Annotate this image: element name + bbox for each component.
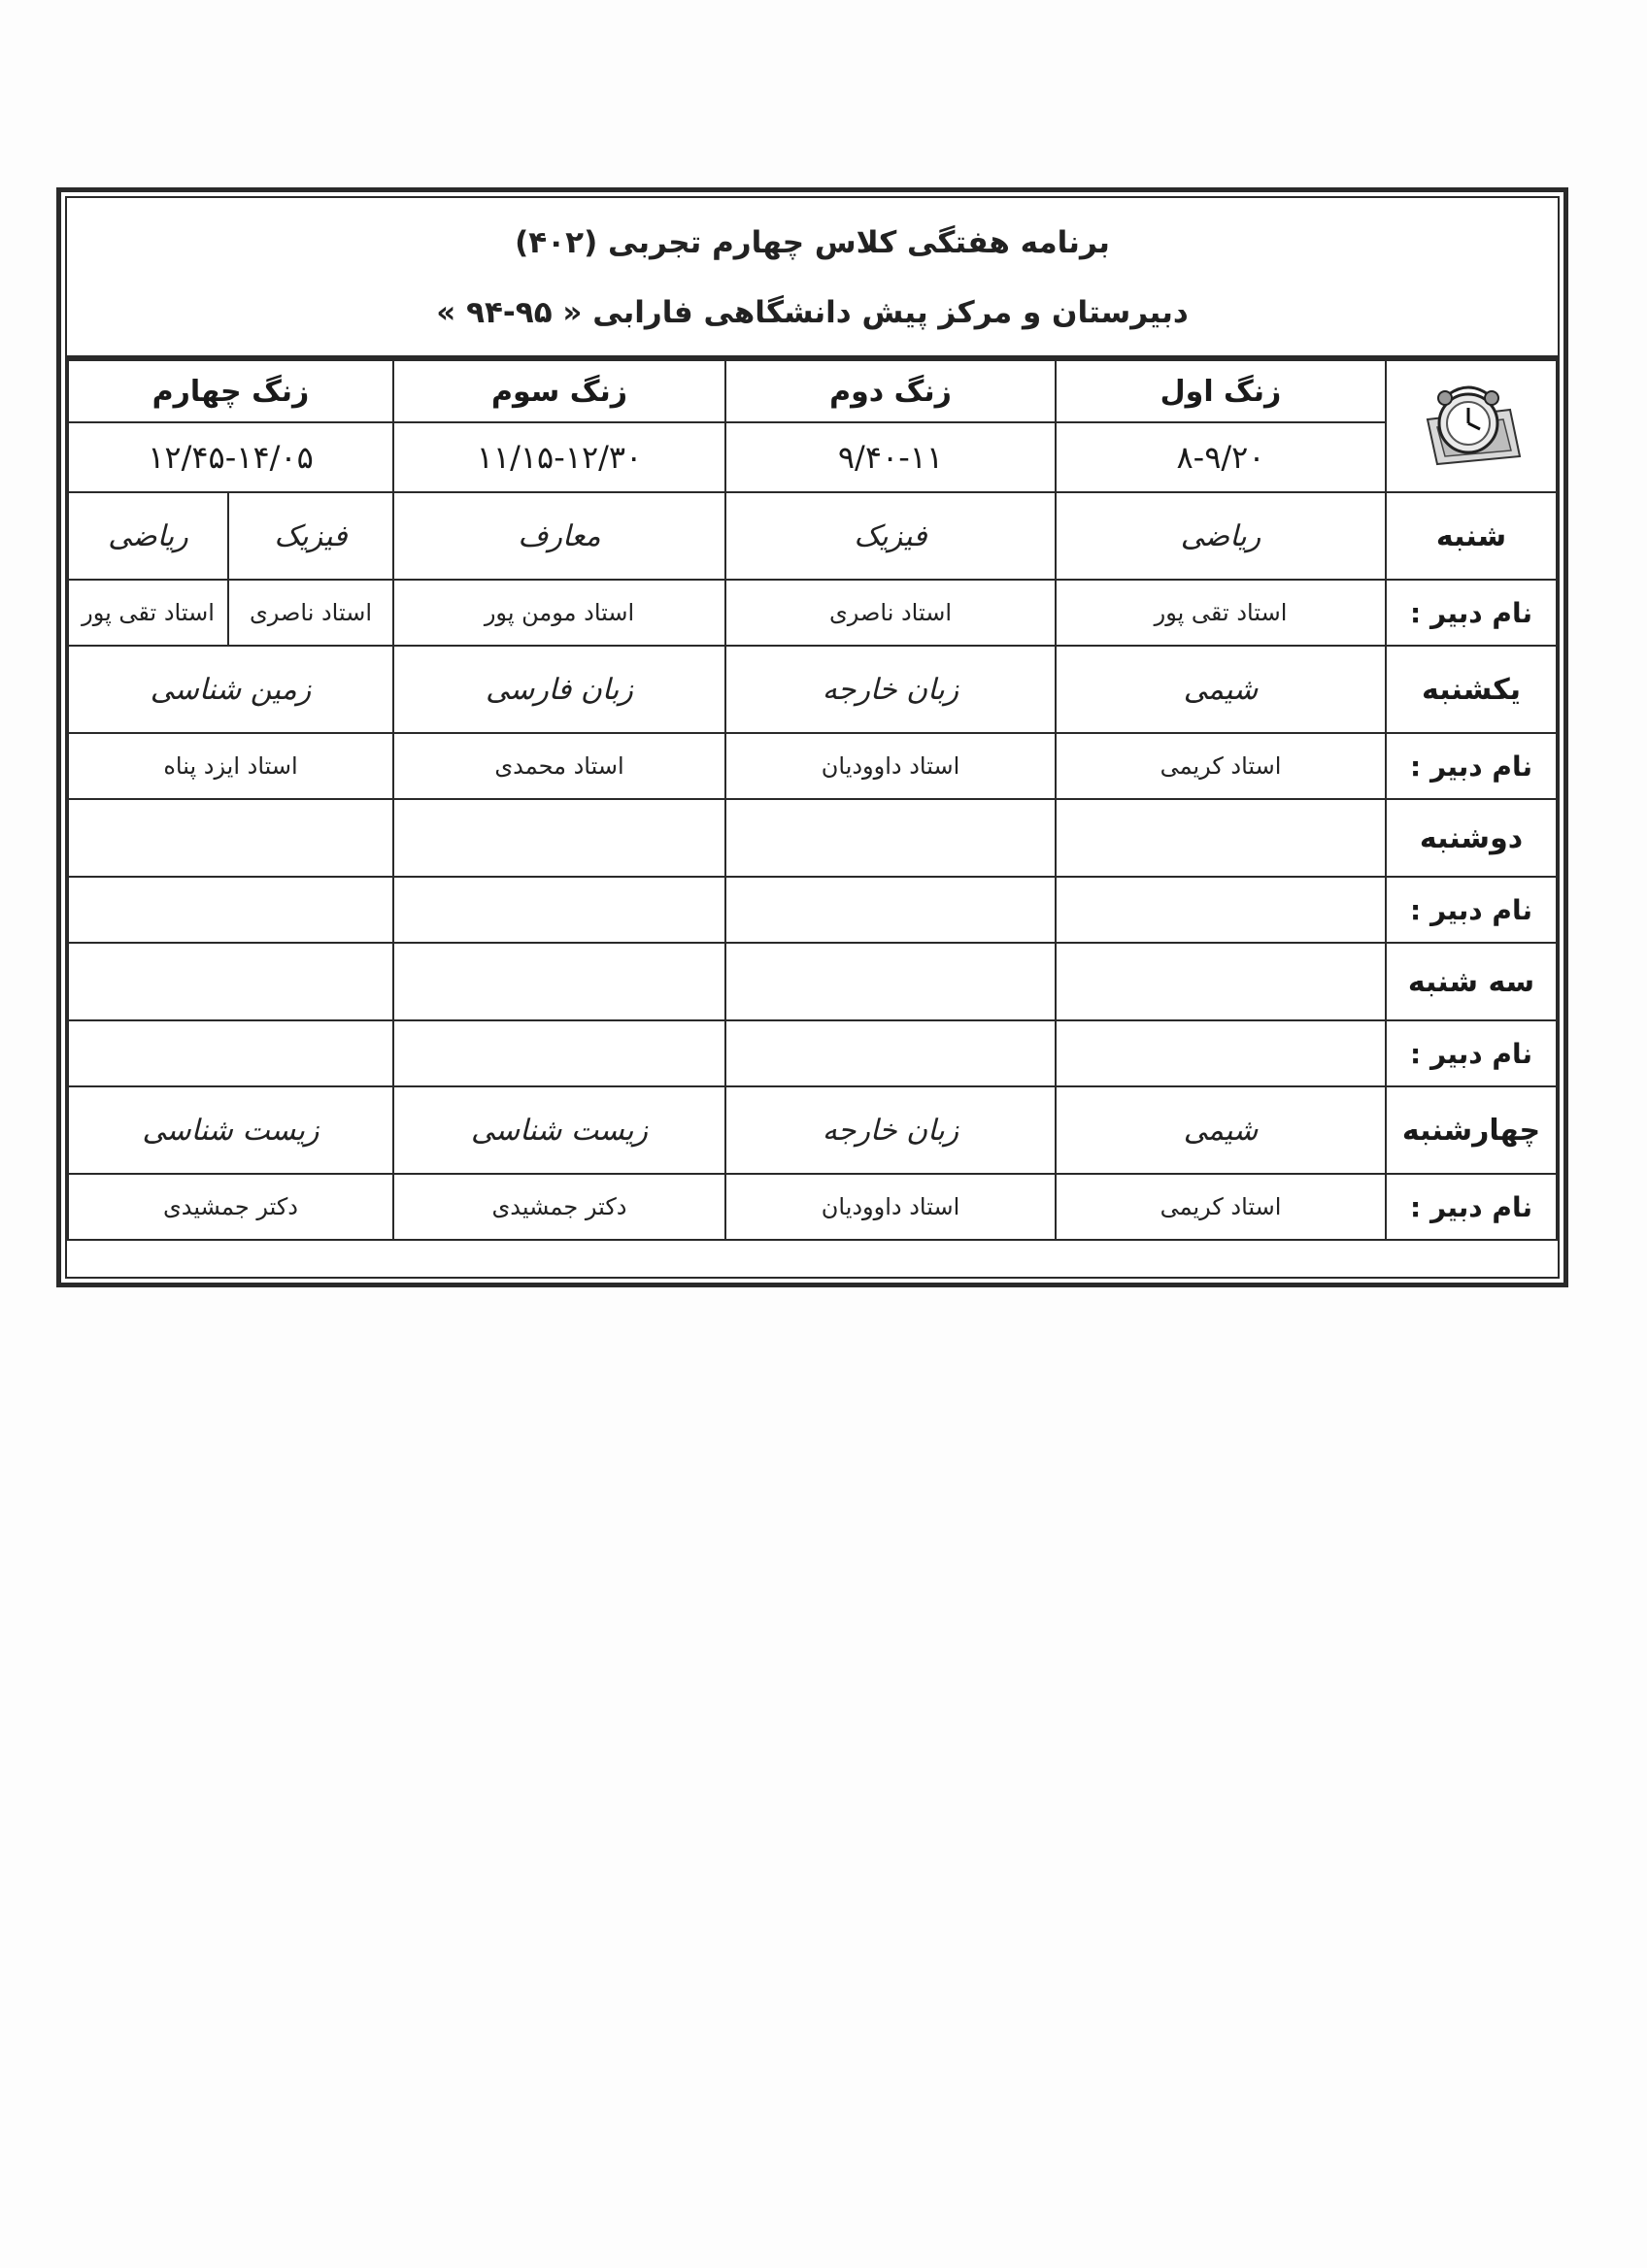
school-name: دبیرستان و مرکز پیش دانشگاهی فارابی « ۹۵-۹۴ » [436, 295, 1189, 330]
subject-cell: شیمی [1056, 646, 1386, 733]
slot-4-name: زنگ چهارم [68, 360, 393, 422]
schedule-title: برنامه هفتگی کلاس چهارم تجربی (۴۰۲) [515, 225, 1110, 260]
teacher-label: نام دبیر : [1386, 1020, 1557, 1086]
subject-cell: زیست شناسی [393, 1086, 725, 1174]
subject-cell: معارف [393, 492, 725, 580]
teacher-cell: دکتر جمشیدی [393, 1174, 725, 1240]
subject-cell: شیمی [1056, 1086, 1386, 1174]
teacher-cell: استاد مومن پور [393, 580, 725, 646]
subject-cell: فیزیک [228, 492, 393, 580]
clock-cell [1386, 360, 1557, 492]
title-box [67, 198, 1558, 359]
subject-cell: فیزیک [725, 492, 1056, 580]
teacher-label: نام دبیر : [1386, 877, 1557, 943]
teacher-cell: استاد داوودیان [725, 733, 1056, 799]
teacher-cell: دکتر جمشیدی [68, 1174, 393, 1240]
teacher-cell: استاد کریمی [1056, 1174, 1386, 1240]
teacher-label: نام دبیر : [1386, 580, 1557, 646]
subject-cell: زبان خارجه [725, 646, 1056, 733]
slot-1-time: ۸-۹/۲۰ [1056, 422, 1386, 492]
subject-cell: زبان فارسی [393, 646, 725, 733]
empty-cell [1056, 1020, 1386, 1086]
teacher-cell: استاد ناصری [228, 580, 393, 646]
teacher-label: نام دبیر : [1386, 1174, 1557, 1240]
slot-4-time: ۱۲/۴۵-۱۴/۰۵ [68, 422, 393, 492]
empty-cell [393, 1020, 725, 1086]
day-sunday: یکشنبه [1386, 646, 1557, 733]
subject-cell: ریاضی [68, 492, 228, 580]
teacher-cell: استاد تقی پور [1056, 580, 1386, 646]
empty-cell [68, 799, 393, 877]
empty-cell [725, 943, 1056, 1020]
empty-cell [1056, 799, 1386, 877]
teacher-label: نام دبیر : [1386, 733, 1557, 799]
subject-cell: زیست شناسی [68, 1086, 393, 1174]
day-monday: دوشنبه [1386, 799, 1557, 877]
empty-cell [393, 799, 725, 877]
slot-3-time: ۱۱/۱۵-۱۲/۳۰ [393, 422, 725, 492]
teacher-cell: استاد ناصری [725, 580, 1056, 646]
slot-2-name: زنگ دوم [725, 360, 1056, 422]
slot-1-name: زنگ اول [1056, 360, 1386, 422]
teacher-cell: استاد محمدی [393, 733, 725, 799]
subject-cell: زمین شناسی [68, 646, 393, 733]
empty-cell [725, 1020, 1056, 1086]
teacher-cell: استاد کریمی [1056, 733, 1386, 799]
empty-cell [68, 1020, 393, 1086]
schedule-table [67, 359, 1558, 1241]
schedule-frame [65, 196, 1560, 1279]
empty-cell [68, 943, 393, 1020]
empty-cell [393, 877, 725, 943]
teacher-cell: استاد داوودیان [725, 1174, 1056, 1240]
subject-cell: زبان خارجه [725, 1086, 1056, 1174]
schedule-sheet [56, 187, 1568, 1287]
day-wednesday: چهارشنبه [1386, 1086, 1557, 1174]
slot-3-name: زنگ سوم [393, 360, 725, 422]
alarm-clock-icon [1418, 381, 1525, 468]
empty-cell [68, 877, 393, 943]
empty-cell [1056, 877, 1386, 943]
teacher-cell: استاد تقی پور [68, 580, 228, 646]
slot-2-time: ۹/۴۰-۱۱ [725, 422, 1056, 492]
empty-cell [725, 877, 1056, 943]
empty-cell [725, 799, 1056, 877]
subject-cell: ریاضی [1056, 492, 1386, 580]
day-saturday: شنبه [1386, 492, 1557, 580]
empty-cell [1056, 943, 1386, 1020]
teacher-cell: استاد ایزد پناه [68, 733, 393, 799]
day-tuesday: سه شنبه [1386, 943, 1557, 1020]
empty-cell [393, 943, 725, 1020]
